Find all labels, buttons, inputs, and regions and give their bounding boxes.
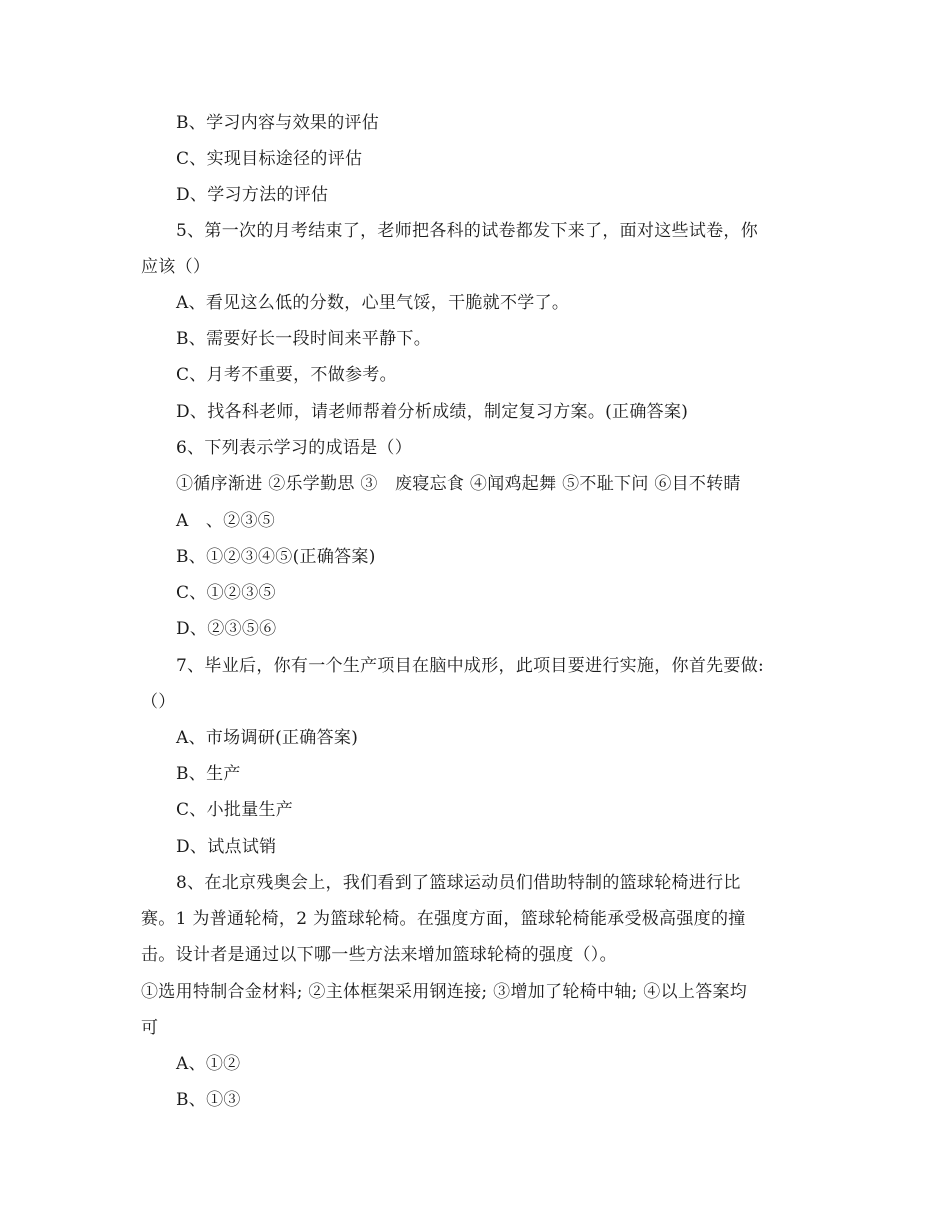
question-5: 5、第一次的月考结束了，老师把各科的试卷都发下来了，面对这些试卷，你 [176,221,759,241]
option-d-q4: D、学习方法的评估 [176,185,329,205]
question-5-continuation: 应该（） [141,257,211,277]
question-6-idioms: ①循序渐进 ②乐学勤思 ③ 废寝忘食 ④闻鸡起舞 ⑤不耻下问 ⑥目不转睛 [176,474,741,494]
option-b-q4: B、学习内容与效果的评估 [176,113,380,133]
option-a-q5: A、看见这么低的分数，心里气馁，干脆就不学了。 [176,293,570,313]
option-d-q6: D、②③⑤⑥ [176,619,277,639]
question-7-continuation: （） [141,692,176,712]
question-6: 6、下列表示学习的成语是（） [176,438,413,458]
option-a-q6: A 、②③⑤ [176,511,276,531]
option-d-q7: D、试点试销 [176,837,277,857]
option-c-q4: C、实现目标途径的评估 [176,149,363,169]
question-8-methods-continuation: 可 [141,1018,159,1038]
option-d-q5: D、找各科老师，请老师帮着分析成绩，制定复习方案。(正确答案) [176,402,689,422]
option-b-q6: B、①②③④⑤(正确答案) [176,547,376,567]
option-c-q5: C、月考不重要，不做参考。 [176,365,397,385]
question-8: 8、在北京残奥会上，我们看到了篮球运动员们借助特制的篮球轮椅进行比 [176,873,741,893]
option-b-q8: B、①③ [176,1090,241,1110]
option-a-q8: A、①② [176,1054,241,1074]
option-c-q7: C、小批量生产 [176,800,294,820]
question-8-continuation-2: 击。设计者是通过以下哪一些方法来增加篮球轮椅的强度（）。 [141,945,617,965]
question-8-methods: ①选用特制合金材料; ②主体框架采用钢连接; ③增加了轮椅中轴; ④以上答案均 [141,982,748,1002]
option-b-q5: B、需要好长一段时间来平静下。 [176,329,431,349]
option-c-q6: C、①②③⑤ [176,583,276,603]
question-8-continuation-1: 赛。1 为普通轮椅，2 为篮球轮椅。在强度方面，篮球轮椅能承受极高强度的撞 [141,909,746,929]
option-b-q7: B、生产 [176,764,241,784]
question-7: 7、毕业后，你有一个生产项目在脑中成形，此项目要进行实施，你首先要做: [176,656,765,676]
option-a-q7: A、市场调研(正确答案) [176,728,359,748]
